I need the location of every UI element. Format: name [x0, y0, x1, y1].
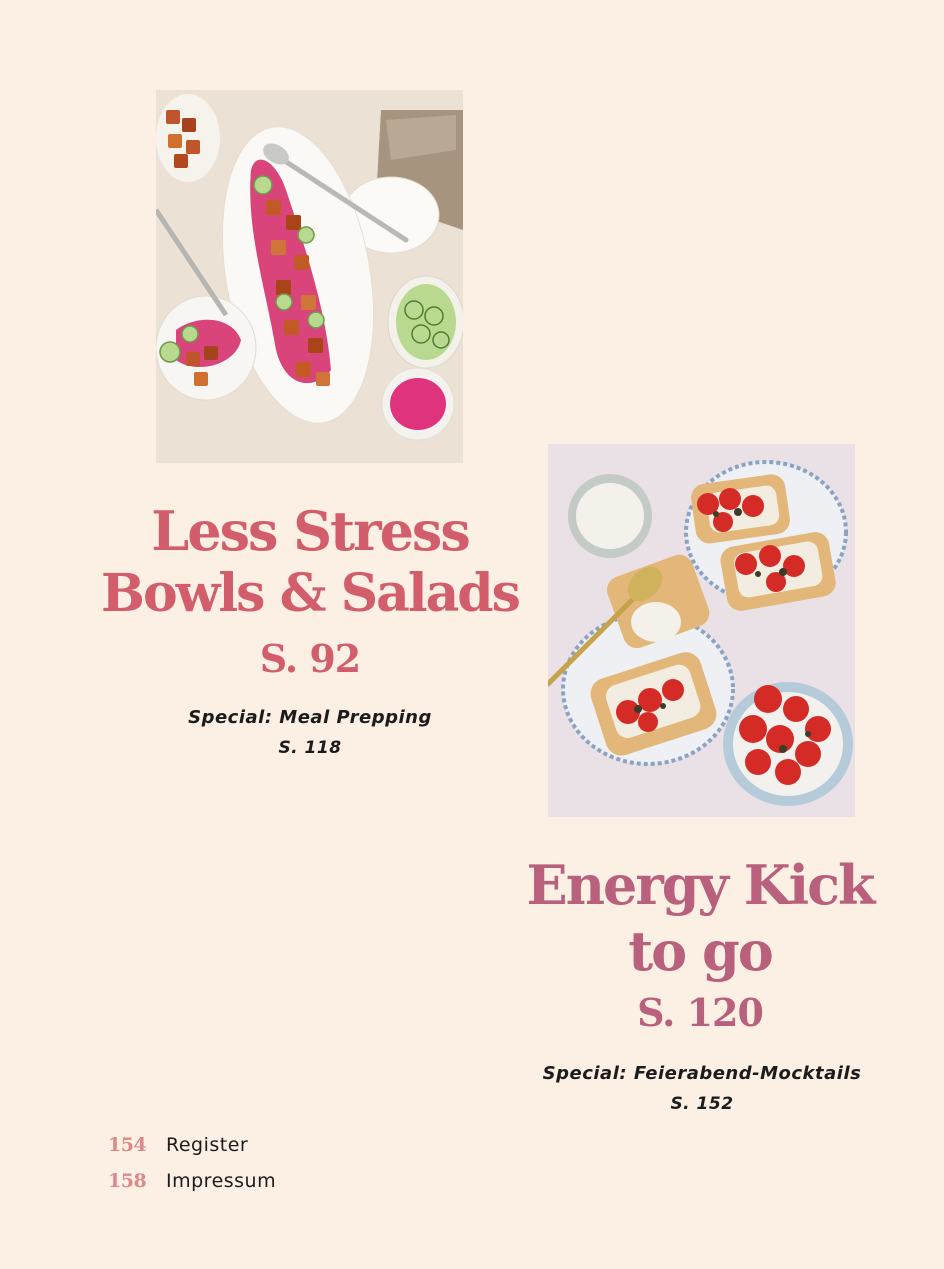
special-label: Special: Feierabend-Mocktails [542, 1063, 862, 1084]
toc-label: Register [166, 1134, 249, 1156]
section-title-line1: Energy Kick [526, 853, 874, 917]
special-page-number: S. 152 [670, 1094, 734, 1114]
section-title-line1: Less Stress [151, 499, 469, 563]
toc-page-number: 158 [108, 1170, 147, 1192]
section-page-number: S. 120 [637, 990, 763, 1035]
section-title-line2: Bowls & Salads [101, 563, 519, 624]
toc-item-impressum[interactable] [108, 1170, 276, 1192]
salad-platter-photo [156, 90, 463, 463]
toc-label: Impressum [166, 1170, 277, 1192]
special-label: Special: Meal Prepping [188, 707, 432, 728]
bruschetta-photo [548, 444, 855, 817]
toc-page-number: 154 [108, 1134, 147, 1156]
section-title-line2: to go [628, 919, 772, 983]
toc-item-register[interactable] [108, 1134, 248, 1156]
section-page-number: S. 92 [259, 636, 361, 681]
special-page-number: S. 118 [278, 738, 342, 758]
